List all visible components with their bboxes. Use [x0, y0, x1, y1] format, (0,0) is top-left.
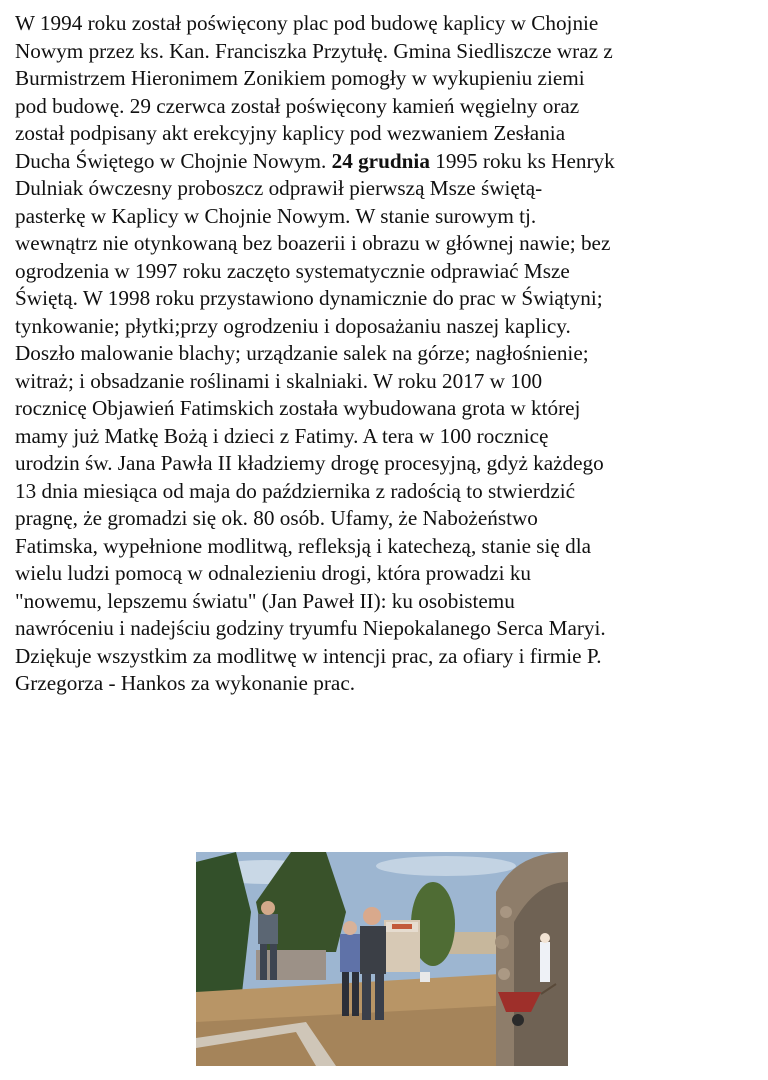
text-line: Nowym przez ks. Kan. Franciszka Przytułę. Gmina Siedliszcze wraz z: [15, 38, 613, 63]
construction-photo: [196, 852, 568, 1066]
text-line: rocznicę Objawień Fatimskich została wybudowana grota w której: [15, 396, 581, 420]
text-line: Doszło malowanie blachy; urządzanie salek na górze; nagłośnienie;: [15, 341, 589, 365]
article-text: [15, 10, 760, 698]
text-line: mamy już Matkę Bożą i dzieci z Fatimy. A tera w 100 rocznicę: [15, 423, 549, 448]
worker-head: [261, 901, 275, 915]
statue-head: [540, 933, 550, 943]
text-line: pod budowę. 29 czerwca został poświęcony kamień węgielny oraz: [15, 93, 580, 118]
text-line: W 1994 roku został poświęcony plac pod budowę kaplicy w Chojnie: [15, 11, 599, 35]
text-line: nawróceniu i nadejściu godziny tryumfu Niepokalanego Serca Maryi.: [15, 616, 606, 640]
man-head: [363, 907, 381, 925]
grotto-stone: [500, 906, 512, 918]
text-line: Świętą. W 1998 roku przystawiono dynamicznie do prac w Świątyni;: [15, 286, 603, 310]
text-line: ogrodzenia w 1997 roku zaczęto systematycznie odprawiać Msze: [15, 258, 570, 283]
text-line: Burmistrzem Hieronimem Zonikiem pomogły w wykupieniu ziemi: [15, 66, 585, 90]
text-segment: Ducha Świętego w Chojnie Nowym.: [15, 148, 332, 173]
text-line: 13 dnia miesiąca od maja do października z radością to stwierdzić: [15, 478, 576, 503]
worker-leg: [260, 944, 267, 980]
text-line: został podpisany akt erekcyjny kaplicy pod wezwaniem Zesłania: [15, 121, 566, 145]
text-line: "nowemu, lepszemu światu" (Jan Paweł II): ku osobistemu: [15, 588, 515, 613]
cloud: [376, 856, 516, 876]
text-line: tynkowanie; płytki;przy ogrodzeniu i doposażaniu naszej kaplicy.: [15, 313, 571, 338]
woman-body: [340, 934, 360, 972]
bucket: [420, 972, 430, 982]
woman-leg: [352, 972, 359, 1016]
text-line: wielu ludzi pomocą w odnalezieniu drogi, która prowadzi ku: [15, 561, 532, 585]
pallet-logo: [392, 924, 412, 929]
text-segment: 1995 roku ks Henryk: [429, 148, 615, 173]
grotto-stone: [498, 968, 510, 980]
text-line: Fatimska, wypełnione modlitwą, refleksją i katechezą, stanie się dla: [15, 533, 591, 558]
worker-body: [258, 914, 278, 944]
text-line: witraż; i obsadzanie roślinami i skalniaki. W roku 2017 w 100: [15, 368, 543, 393]
man-body: [360, 926, 386, 974]
text-line: Dziękuje wszystkim za modlitwę w intencji prac, za ofiary i firmie P.: [15, 643, 602, 668]
woman-head: [343, 921, 357, 935]
grotto-stone: [495, 935, 509, 949]
photo-illustration: [196, 852, 568, 1066]
text-line: pragnę, że gromadzi się ok. 80 osób. Ufamy, że Nabożeństwo: [15, 506, 538, 530]
worker-leg: [270, 944, 277, 980]
text-line: Dulniak ówczesny proboszcz odprawił pierwszą Msze świętą-: [15, 176, 543, 200]
text-line: Grzegorza - Hankos za wykonanie prac.: [15, 671, 356, 695]
text-line: wewnątrz nie otynkowaną bez boazerii i obrazu w głównej nawie; bez: [15, 231, 611, 255]
man-leg: [375, 974, 384, 1020]
bold-date: 24 grudnia: [331, 148, 430, 173]
statue: [540, 942, 550, 982]
wheelbarrow-wheel: [512, 1014, 524, 1026]
text-line: pasterkę w Kaplicy w Chojnie Nowym. W stanie surowym tj.: [15, 203, 537, 228]
text-line-with-date: [15, 148, 760, 176]
woman-leg: [342, 972, 349, 1016]
man-leg: [362, 974, 371, 1020]
text-line: urodzin św. Jana Pawła II kładziemy drogę procesyjną, gdyż każdego: [15, 451, 604, 475]
